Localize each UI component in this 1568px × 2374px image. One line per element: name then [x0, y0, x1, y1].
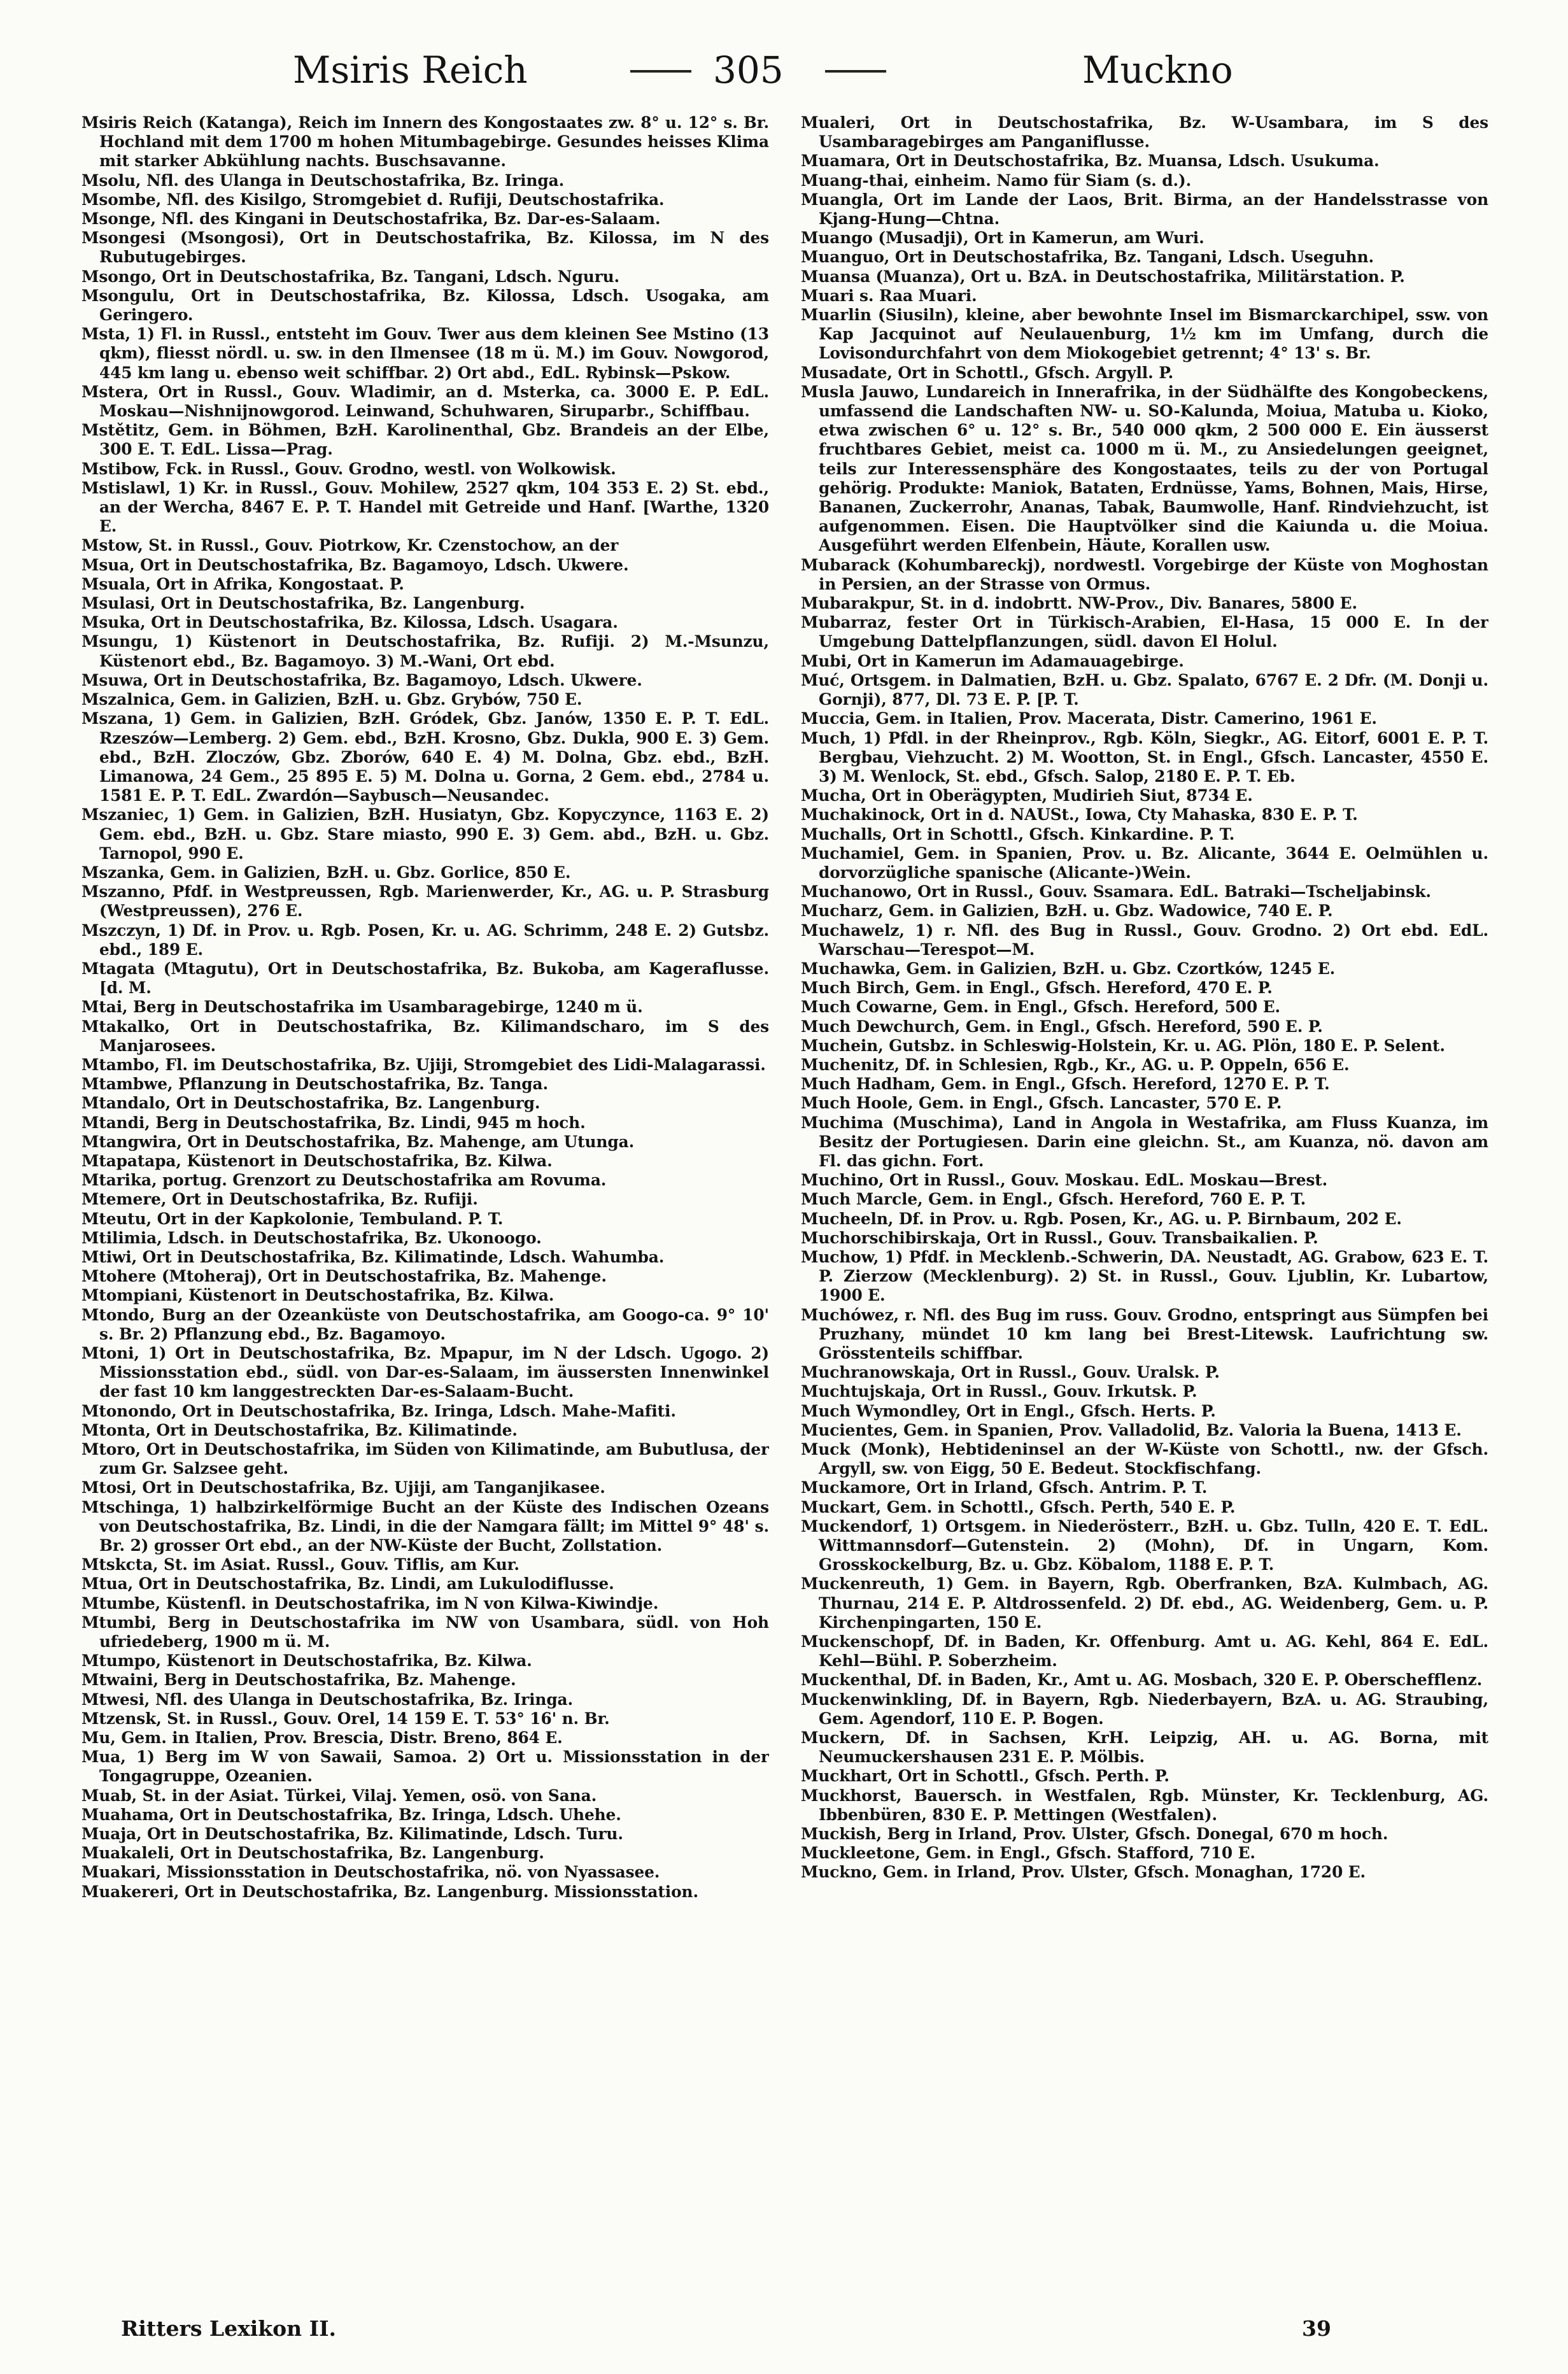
dictionary-entry: Muakaleli, Ort in Deutschostafrika, Bz. Langenburg. — [81, 1844, 544, 1863]
dictionary-entry: Muchranowskaja, Ort in Russl., Gouv. Uralsk. P. — [801, 1363, 1220, 1382]
dictionary-entry: Much, 1) Pfdl. in der Rheinprov., Rgb. Köln, Siegkr., AG. Eitorf, 6001 E. P. T. Bergbau, Viehzucht. 2) M. Wootton, St. in Engl., Gfsch. Lancaster, 4550 E. 3) M. Wenlock, St. ebd., Gfsch. Salop, 2180 E. P. T. Eb. — [801, 728, 1488, 786]
dictionary-entry: Mtemere, Ort in Deutschostafrika, Bz. Rufiji. — [81, 1190, 478, 1209]
dictionary-entry: Mtarika, portug. Grenzort zu Deutschostafrika am Rovuma. — [81, 1171, 607, 1190]
dictionary-entry: Muckamore, Ort in Irland, Gfsch. Antrim. P. T. — [801, 1478, 1208, 1497]
dictionary-entry: Mtoro, Ort in Deutschostafrika, im Süden von Kilimatinde, am Bubutlusa, der zum Gr. Salzsee geht. — [81, 1440, 769, 1478]
dictionary-entry: Muchalls, Ort in Schottl., Gfsch. Kinkardine. P. T. — [801, 824, 1235, 844]
dictionary-entry: Msonge, Nfl. des Kingani in Deutschostafrika, Bz. Dar-es-Salaam. — [81, 209, 661, 229]
dictionary-entry: Much Marcle, Gem. in Engl., Gfsch. Hereford, 760 E. P. T. — [801, 1190, 1306, 1209]
dictionary-entry: Msua, Ort in Deutschostafrika, Bz. Bagamoyo, Ldsch. Ukwere. — [81, 555, 629, 574]
dictionary-entry: Mstislawl, 1) Kr. in Russl., Gouv. Mohilew, 2527 qkm, 104 353 E. 2) St. ebd., an der Wercha, 8467 E. P. T. Handel mit Getreide und Hanf. [Warthe, 1320 E. — [81, 478, 769, 536]
dictionary-entry: Mtschinga, 1) halbzirkelförmige Bucht an der Küste des Indischen Ozeans von Deutschostafrika, Bz. Lindi, in die der Namgara fällt; im Mittel 9° 48' s. Br. 2) grosser Ort ebd., an der NW-Küste der Bucht, Zollstation. — [81, 1497, 769, 1555]
dictionary-entry: Muchow, 1) Pfdf. in Mecklenb.-Schwerin, DA. Neustadt, AG. Grabow, 623 E. T. P. Zierzow (Mecklenburg). 2) St. in Russl., Gouv. Ljublin, Kr. Lubartow, 1900 E. — [801, 1247, 1488, 1305]
dictionary-entry: Mtumbe, Küstenfl. in Deutschostafrika, im N von Kilwa-Kiwindje. — [81, 1593, 659, 1613]
dictionary-entry: Mtonondo, Ort in Deutschostafrika, Bz. Iringa, Ldsch. Mahe-Mafiti. — [81, 1401, 676, 1420]
dictionary-entry: Muangla, Ort im Lande der Laos, Brit. Birma, an der Handelsstrasse von Kjang-Hung—Chtna. — [801, 190, 1488, 229]
dictionary-entry: Mubi, Ort in Kamerun im Adamauagebirge. — [801, 651, 1184, 670]
dictionary-entry: Mtompiani, Küstenort in Deutschostafrika, Bz. Kilwa. — [81, 1286, 554, 1305]
dictionary-entry: Muckenthal, Df. in Baden, Kr., Amt u. AG. Mosbach, 320 E. P. Oberschefflenz. — [801, 1671, 1483, 1690]
dictionary-entry: Muarlin (Siusiln), kleine, aber bewohnte Insel im Bismarckarchipel, ssw. von Kap Jacquinot auf Neulauenburg, 1½ km im Umfang, durch die Lovisondurchfahrt von dem Miokogebiet getrennt; 4° 13' s. Br. — [801, 306, 1488, 363]
dictionary-entry: Mteutu, Ort in der Kapkolonie, Tembuland. P. T. — [81, 1209, 504, 1228]
dictionary-entry: Mstow, St. in Russl., Gouv. Piotrkow, Kr. Czenstochow, an der — [81, 536, 619, 555]
dictionary-entry: Mtoni, 1) Ort in Deutschostafrika, Bz. Mpapur, im N der Ldsch. Ugogo. 2) Missionsstation ebd., südl. von Dar-es-Salaam, im äussersten Innenwinkel der fast 10 km langgestreckten Dar-es-Salaam-Bucht. — [81, 1344, 769, 1401]
dictionary-entry: Mszczyn, 1) Df. in Prov. u. Rgb. Posen, Kr. u. AG. Schrimm, 248 E. 2) Gutsbz. ebd., 189 E. — [81, 921, 769, 959]
dictionary-entry: Muckleetone, Gem. in Engl., Gfsch. Stafford, 710 E. — [801, 1844, 1255, 1863]
dictionary-entry: Muchtujskaja, Ort in Russl., Gouv. Irkutsk. P. — [801, 1382, 1197, 1401]
left-column — [81, 113, 769, 2303]
dictionary-entry: Muckern, Df. in Sachsen, KrH. Leipzig, AH. u. AG. Borna, mit Neumuckershausen 231 E. P. Mölbis. — [801, 1728, 1488, 1767]
dictionary-entry: Mszanno, Pfdf. in Westpreussen, Rgb. Marienwerder, Kr., AG. u. P. Strasburg (Westpreussen), 276 E. — [81, 882, 769, 921]
dictionary-entry: Muchamiel, Gem. in Spanien, Prov. u. Bz. Alicante, 3644 E. Oelmühlen u. dorvorzügliche spanische (Alicante-)Wein. — [801, 844, 1488, 882]
dictionary-entry: Msta, 1) Fl. in Russl., entsteht im Gouv. Twer aus dem kleinen See Mstino (13 qkm), fliesst nördl. u. sw. in den Ilmensee (18 m ü. M.) im Gouv. Nowgorod, 445 km lang u. ebenso weit schiffbar. 2) Ort abd., EdL. Rybinsk—Pskow. — [81, 325, 769, 382]
dictionary-entry: Muckenreuth, 1) Gem. in Bayern, Rgb. Oberfranken, BzA. Kulmbach, AG. Thurnau, 214 E. P. Altdrossenfeld. 2) Df. ebd., AG. Weidenberg, Gem. u. P. Kirchenpingarten, 150 E. — [801, 1574, 1488, 1632]
dictionary-entry: Mszanka, Gem. in Galizien, BzH. u. Gbz. Gorlice, 850 E. — [81, 863, 571, 882]
dictionary-entry: Mtskcta, St. im Asiat. Russl., Gouv. Tiflis, am Kur. — [81, 1555, 519, 1574]
dictionary-entry: Mszalnica, Gem. in Galizien, BzH. u. Gbz. Grybów, 750 E. — [81, 690, 583, 709]
dictionary-entry: Mualeri, Ort in Deutschostafrika, Bz. W-Usambara, im S des Usambaragebirges am Panganiflusse. — [801, 113, 1488, 152]
dictionary-entry: Mubarakpur, St. in d. indobrtt. NW-Prov., Div. Banares, 5800 E. — [801, 594, 1357, 613]
dictionary-entry: Mszana, 1) Gem. in Galizien, BzH. Gródek, Gbz. Janów, 1350 E. P. T. EdL. Rzeszów—Lemberg. 2) Gem. ebd., BzH. Krosno, Gbz. Dukla, 900 E. 3) Gem. ebd., BzH. Zloczów, Gbz. Zborów, 640 E. 4) M. Dolna, Gbz. ebd., BzH. Limanowa, 24 Gem., 25 895 E. 5) M. Dolna u. Gorna, 2 Gem. ebd., 2784 u. 1581 E. P. T. EdL. Zwardón—Saybusch—Neusandec. — [81, 709, 769, 805]
dictionary-entry: Msongulu, Ort in Deutschostafrika, Bz. Kilossa, Ldsch. Usogaka, am Geringero. — [81, 286, 769, 325]
dictionary-entry: Msungu, 1) Küstenort in Deutschostafrika, Bz. Rufiji. 2) M.-Msunzu, Küstenort ebd., Bz. Bagamoyo. 3) M.-Wani, Ort ebd. — [81, 632, 769, 670]
dictionary-entry: Mubarraz, fester Ort in Türkisch-Arabien, El-Hasa, 15 000 E. In der Umgebung Dattelpflanzungen, südl. davon El Holul. — [801, 613, 1488, 651]
dictionary-entry: Msuala, Ort in Afrika, Kongostaat. P. — [81, 574, 404, 593]
dictionary-entry: Mucha, Ort in Oberägypten, Mudirieh Siut, 8734 E. — [801, 786, 1253, 805]
dictionary-entry: Muaja, Ort in Deutschostafrika, Bz. Kilimatinde, Ldsch. Turu. — [81, 1825, 623, 1844]
dictionary-entry: Mtandalo, Ort in Deutschostafrika, Bz. Langenburg. — [81, 1094, 540, 1113]
dictionary-entry: Muckhart, Ort in Schottl., Gfsch. Perth. P. — [801, 1767, 1169, 1786]
dictionary-entry: Mtai, Berg in Deutschostafrika im Usambaragebirge, 1240 m ü. — [81, 998, 643, 1017]
dictionary-entry: Much Dewchurch, Gem. in Engl., Gfsch. Hereford, 590 E. P. — [801, 1017, 1323, 1036]
dictionary-entry: Mtandi, Berg in Deutschostafrika, Bz. Lindi, 945 m hoch. — [81, 1113, 586, 1132]
dictionary-entry: Much Hoole, Gem. in Engl., Gfsch. Lancaster, 570 E. P. — [801, 1094, 1282, 1113]
dictionary-entry: Mtambwe, Pflanzung in Deutschostafrika, Bz. Tanga. — [81, 1075, 549, 1094]
dictionary-entry: Mucheeln, Df. in Prov. u. Rgb. Posen, Kr., AG. u. P. Birnbaum, 202 E. — [801, 1209, 1402, 1228]
dictionary-entry: Much Hadham, Gem. in Engl., Gfsch. Hereford, 1270 E. P. T. — [801, 1075, 1330, 1094]
dictionary-entry: Mtzensk, St. in Russl., Gouv. Orel, 14 159 E. T. 53° 16' n. Br. — [81, 1709, 610, 1728]
header-rule-left — [630, 70, 691, 73]
dictionary-entry: Msongo, Ort in Deutschostafrika, Bz. Tangani, Ldsch. Nguru. — [81, 267, 620, 286]
page-header — [0, 39, 1568, 110]
dictionary-entry: Mtambo, Fl. im Deutschostafrika, Bz. Ujiji, Stromgebiet des Lidi-Malagarassi. — [81, 1055, 766, 1074]
dictionary-entry: Mtua, Ort in Deutschostafrika, Bz. Lindi, am Lukulodiflusse. — [81, 1574, 614, 1593]
dictionary-entry: Mtondo, Burg an der Ozeanküste von Deutschostafrika, am Googo-ca. 9° 10' s. Br. 2) Pflanzung ebd., Bz. Bagamoyo. — [81, 1305, 769, 1343]
dictionary-entry: Muang-thai, einheim. Namo für Siam (s. d.). — [801, 171, 1192, 190]
dictionary-entry: Musadate, Ort in Schottl., Gfsch. Argyll. P. — [801, 363, 1174, 382]
dictionary-entry: Muango (Musadji), Ort in Kamerun, am Wuri. — [801, 229, 1204, 248]
footer-publication: Ritters Lexikon II. — [121, 2316, 337, 2341]
dictionary-entry: Mtosi, Ort in Deutschostafrika, Bz. Ujiji, am Tanganjikasee. — [81, 1478, 605, 1497]
header-first-entry: Msiris Reich — [293, 48, 528, 92]
dictionary-entry: Mtwesi, Nfl. des Ulanga in Deutschostafrika, Bz. Iringa. — [81, 1690, 574, 1709]
dictionary-entry: Mstětitz, Gem. in Böhmen, BzH. Karolinenthal, Gbz. Brandeis an der Elbe, 300 E. T. EdL. Lissa—Prag. — [81, 421, 769, 459]
dictionary-entry: Muć, Ortsgem. in Dalmatien, BzH. u. Gbz. Spalato, 6767 E. 2 Dfr. (M. Donji u. Gornji), 877, Dl. 73 E. P. [P. T. — [801, 670, 1488, 709]
dictionary-entry: Msolu, Nfl. des Ulanga in Deutschostafrika, Bz. Iringa. — [81, 171, 565, 190]
dictionary-entry: Mucientes, Gem. in Spanien, Prov. Valladolid, Bz. Valoria la Buena, 1413 E. — [801, 1420, 1462, 1439]
dictionary-entry: Mu, Gem. in Italien, Prov. Brescia, Distr. Breno, 864 E. — [81, 1728, 563, 1748]
dictionary-entry: Muchima (Muschima), Land in Angola in Westafrika, am Fluss Kuanza, im Besitz der Portugiesen. Darin eine gleichn. St., am Kuanza, nö. davon am Fl. das gichn. Fort. — [801, 1113, 1488, 1170]
dictionary-entry: Muakereri, Ort in Deutschostafrika, Bz. Langenburg. Missionsstation. — [81, 1882, 698, 1901]
dictionary-entry: Muchawka, Gem. in Galizien, BzH. u. Gbz. Czortków, 1245 E. — [801, 959, 1336, 978]
dictionary-entry: Muchein, Gutsbz. in Schleswig-Holstein, Kr. u. AG. Plön, 180 E. P. Selent. — [801, 1036, 1445, 1055]
dictionary-entry: Muchanowo, Ort in Russl., Gouv. Ssamara. EdL. Batraki—Tscheljabinsk. — [801, 882, 1431, 901]
dictionary-entry: Muari s. Raa Muari. — [801, 286, 977, 305]
dictionary-entry: Muakari, Missionsstation in Deutschostafrika, nö. von Nyassasee. — [81, 1863, 660, 1882]
dictionary-entry: Mtumpo, Küstenort in Deutschostafrika, Bz. Kilwa. — [81, 1651, 532, 1671]
dictionary-entry: Muab, St. in der Asiat. Türkei, Vilaj. Yemen, osö. von Sana. — [81, 1786, 597, 1805]
dictionary-entry: Mtangwira, Ort in Deutschostafrika, Bz. Mahenge, am Utunga. — [81, 1132, 635, 1151]
dictionary-entry: Mubarack (Kohumbareckj), nordwestl. Vorgebirge der Küste von Moghostan in Persien, an der Strasse von Ormus. — [801, 555, 1488, 593]
dictionary-entry: Much Cowarne, Gem. in Engl., Gfsch. Hereford, 500 E. — [801, 998, 1281, 1017]
dictionary-entry: Mtwaini, Berg in Deutschostafrika, Bz. Mahenge. — [81, 1671, 516, 1690]
page-number: 305 — [713, 48, 784, 92]
dictionary-entry: Mua, 1) Berg im W von Sawaii, Samoa. 2) Ort u. Missionsstation in der Tongagruppe, Ozeanien. — [81, 1748, 769, 1786]
dictionary-entry: Muckenwinkling, Df. in Bayern, Rgb. Niederbayern, BzA. u. AG. Straubing, Gem. Agendorf, 110 E. P. Bogen. — [801, 1690, 1488, 1728]
dictionary-entry: Muckenschopf, Df. in Baden, Kr. Offenburg. Amt u. AG. Kehl, 864 E. EdL. Kehl—Bühl. P. Soberzheim. — [801, 1632, 1488, 1671]
dictionary-entry: Muckish, Berg in Irland, Prov. Ulster, Gfsch. Donegal, 670 m hoch. — [801, 1825, 1388, 1844]
dictionary-entry: Mtagata (Mtagutu), Ort in Deutschostafrika, Bz. Bukoba, am Kageraflusse. [d. M. — [81, 959, 769, 998]
footer-signature: 39 — [1302, 2316, 1331, 2341]
dictionary-entry: Msulasi, Ort in Deutschostafrika, Bz. Langenburg. — [81, 594, 525, 613]
dictionary-entry: Msongesi (Msongosi), Ort in Deutschostafrika, Bz. Kilossa, im N des Rubutugebirges. — [81, 229, 769, 267]
dictionary-entry: Mtohere (Mtoheraj), Ort in Deutschostafrika, Bz. Mahenge. — [81, 1267, 607, 1286]
dictionary-entry: Muahama, Ort in Deutschostafrika, Bz. Iringa, Ldsch. Uhehe. — [81, 1805, 621, 1824]
dictionary-entry: Muamara, Ort in Deutschostafrika, Bz. Muansa, Ldsch. Usukuma. — [801, 152, 1380, 171]
dictionary-entry: Mucharz, Gem. in Galizien, BzH. u. Gbz. Wadowice, 740 E. P. — [801, 901, 1333, 921]
dictionary-entry: Msuka, Ort in Deutschostafrika, Bz. Kilossa, Ldsch. Usagara. — [81, 613, 618, 632]
dictionary-entry: Muchakinock, Ort in d. NAUSt., Iowa, Cty Mahaska, 830 E. P. T. — [801, 805, 1358, 824]
dictionary-entry: Muckhorst, Bauersch. in Westfalen, Rgb. Münster, Kr. Tecklenburg, AG. Ibbenbüren, 830 E. P. Mettingen (Westfalen). — [801, 1786, 1488, 1824]
dictionary-entry: Mtilimia, Ldsch. in Deutschostafrika, Bz. Ukonoogo. — [81, 1228, 542, 1247]
dictionary-entry: Muchenitz, Df. in Schlesien, Rgb., Kr., AG. u. P. Oppeln, 656 E. — [801, 1055, 1350, 1074]
dictionary-entry: Muccia, Gem. in Italien, Prov. Macerata, Distr. Camerino, 1961 E. — [801, 709, 1377, 728]
dictionary-entry: Msiris Reich (Katanga), Reich im Innern des Kongostaates zw. 8° u. 12° s. Br. Hochland mit dem 1700 m hohen Mitumbagebirge. Gesundes heisses Klima mit starker Abkühlung nachts. Buschsavanne. — [81, 113, 769, 171]
dictionary-entry: Mstibow, Fck. in Russl., Gouv. Grodno, westl. von Wolkowisk. — [81, 459, 616, 478]
dictionary-entry: Mtakalko, Ort in Deutschostafrika, Bz. Kilimandscharo, im S des Manjarosees. — [81, 1017, 769, 1055]
dictionary-entry: Muck (Monk), Hebtideninsel an der W-Küste von Schottl., nw. der Gfsch. Argyll, sw. von Eigg, 50 E. Bedeut. Stockfischfang. — [801, 1440, 1488, 1478]
dictionary-entry: Mstera, Ort in Russl., Gouv. Wladimir, an d. Msterka, ca. 3000 E. P. EdL. Moskau—Nishnijnowgorod. Leinwand, Schuhwaren, Siruparbr., Schiffbau. — [81, 382, 769, 421]
dictionary-entry: Much Wymondley, Ort in Engl., Gfsch. Herts. P. — [801, 1401, 1216, 1420]
dictionary-entry: Musla Jauwo, Lundareich in Innerafrika, in der Südhälfte des Kongobeckens, umfassend die Landschaften NW- u. SO-Kalunda, Moiua, Matuba u. Kioko, etwa zwischen 6° u. 12° s. Br., 540 000 qkm, 2 500 000 E. Ein äusserst fruchtbares Gebiet, meist ca. 1000 m ü. M., zu Ansiedelungen geeignet, teils zur Interessensphäre des Kongostaates, teils zu der von Portugal gehörig. Produkte: Maniok, Bataten, Erdnüsse, Yams, Bohnen, Mais, Hirse, Bananen, Zuckerrohr, Ananas, Tabak, Baumwolle, Hanf. Rindviehzucht, ist aufgenommen. Eisen. Die Hauptvölker sind die Kaiunda u. die Moiua. Ausgeführt werden Elfenbein, Häute, Korallen usw. — [801, 382, 1488, 555]
dictionary-entry: Mtumbi, Berg in Deutschostafrika im NW von Usambara, südl. von Hoh ufriedeberg, 1900 m ü. M. — [81, 1613, 769, 1651]
dictionary-entry: Muansa (Muanza), Ort u. BzA. in Deutschostafrika, Militärstation. P. — [801, 267, 1405, 286]
page-footer — [0, 2311, 1568, 2356]
dictionary-entry: Msombe, Nfl. des Kisilgo, Stromgebiet d. Rufiji, Deutschostafrika. — [81, 190, 665, 209]
dictionary-entry: Mtonta, Ort in Deutschostafrika, Bz. Kilimatinde. — [81, 1420, 518, 1439]
right-column — [801, 113, 1488, 2303]
dictionary-entry: Muckart, Gem. in Schottl., Gfsch. Perth, 540 E. P. — [801, 1497, 1236, 1516]
dictionary-entry: Mszaniec, 1) Gem. in Galizien, BzH. Husiatyn, Gbz. Kopyczynce, 1163 E. 2) Gem. ebd., BzH. u. Gbz. Stare miasto, 990 E. 3) Gem. abd., BzH. u. Gbz. Tarnopol, 990 E. — [81, 805, 769, 863]
dictionary-entry: Mtapatapa, Küstenort in Deutschostafrika, Bz. Kilwa. — [81, 1151, 553, 1170]
dictionary-entry: Much Birch, Gem. in Engl., Gfsch. Hereford, 470 E. P. — [801, 979, 1273, 998]
dictionary-entry: Msuwa, Ort in Deutschostafrika, Bz. Bagamoyo, Ldsch. Ukwere. — [81, 670, 642, 689]
dictionary-entry: Muchino, Ort in Russl., Gouv. Moskau. EdL. Moskau—Brest. — [801, 1171, 1328, 1190]
header-last-entry: Muckno — [1082, 48, 1233, 92]
dictionary-entry: Muckendorf, 1) Ortsgem. in Niederösterr., BzH. u. Gbz. Tulln, 420 E. T. EdL. Wittmannsdorf—Gutenstein. 2) (Mohn), Df. in Ungarn, Kom. Grosskockelburg, Bz. u. Gbz. Köbalom, 1188 E. P. T. — [801, 1516, 1488, 1574]
dictionary-entry: Muchorschibirskaja, Ort in Russl., Gouv. Transbaikalien. P. — [801, 1228, 1318, 1247]
dictionary-entry: Muchówez, r. Nfl. des Bug im russ. Gouv. Grodno, entspringt aus Sümpfen bei Pruzhany, mündet 10 km lang bei Brest-Litewsk. Laufrichtung sw. Grösstenteils schiffbar. — [801, 1305, 1488, 1362]
dictionary-entry: Muchawelz, 1) r. Nfl. des Bug in Russl., Gouv. Grodno. 2) Ort ebd. EdL. Warschau—Terespot—M. — [801, 921, 1488, 959]
header-rule-right — [825, 70, 886, 73]
dictionary-entry: Muckno, Gem. in Irland, Prov. Ulster, Gfsch. Monaghan, 1720 E. — [801, 1863, 1366, 1882]
dictionary-entry: Muanguo, Ort in Deutschostafrika, Bz. Tangani, Ldsch. Useguhn. — [801, 248, 1374, 267]
dictionary-entry: Mtiwi, Ort in Deutschostafrika, Bz. Kilimatinde, Ldsch. Wahumba. — [81, 1247, 665, 1266]
